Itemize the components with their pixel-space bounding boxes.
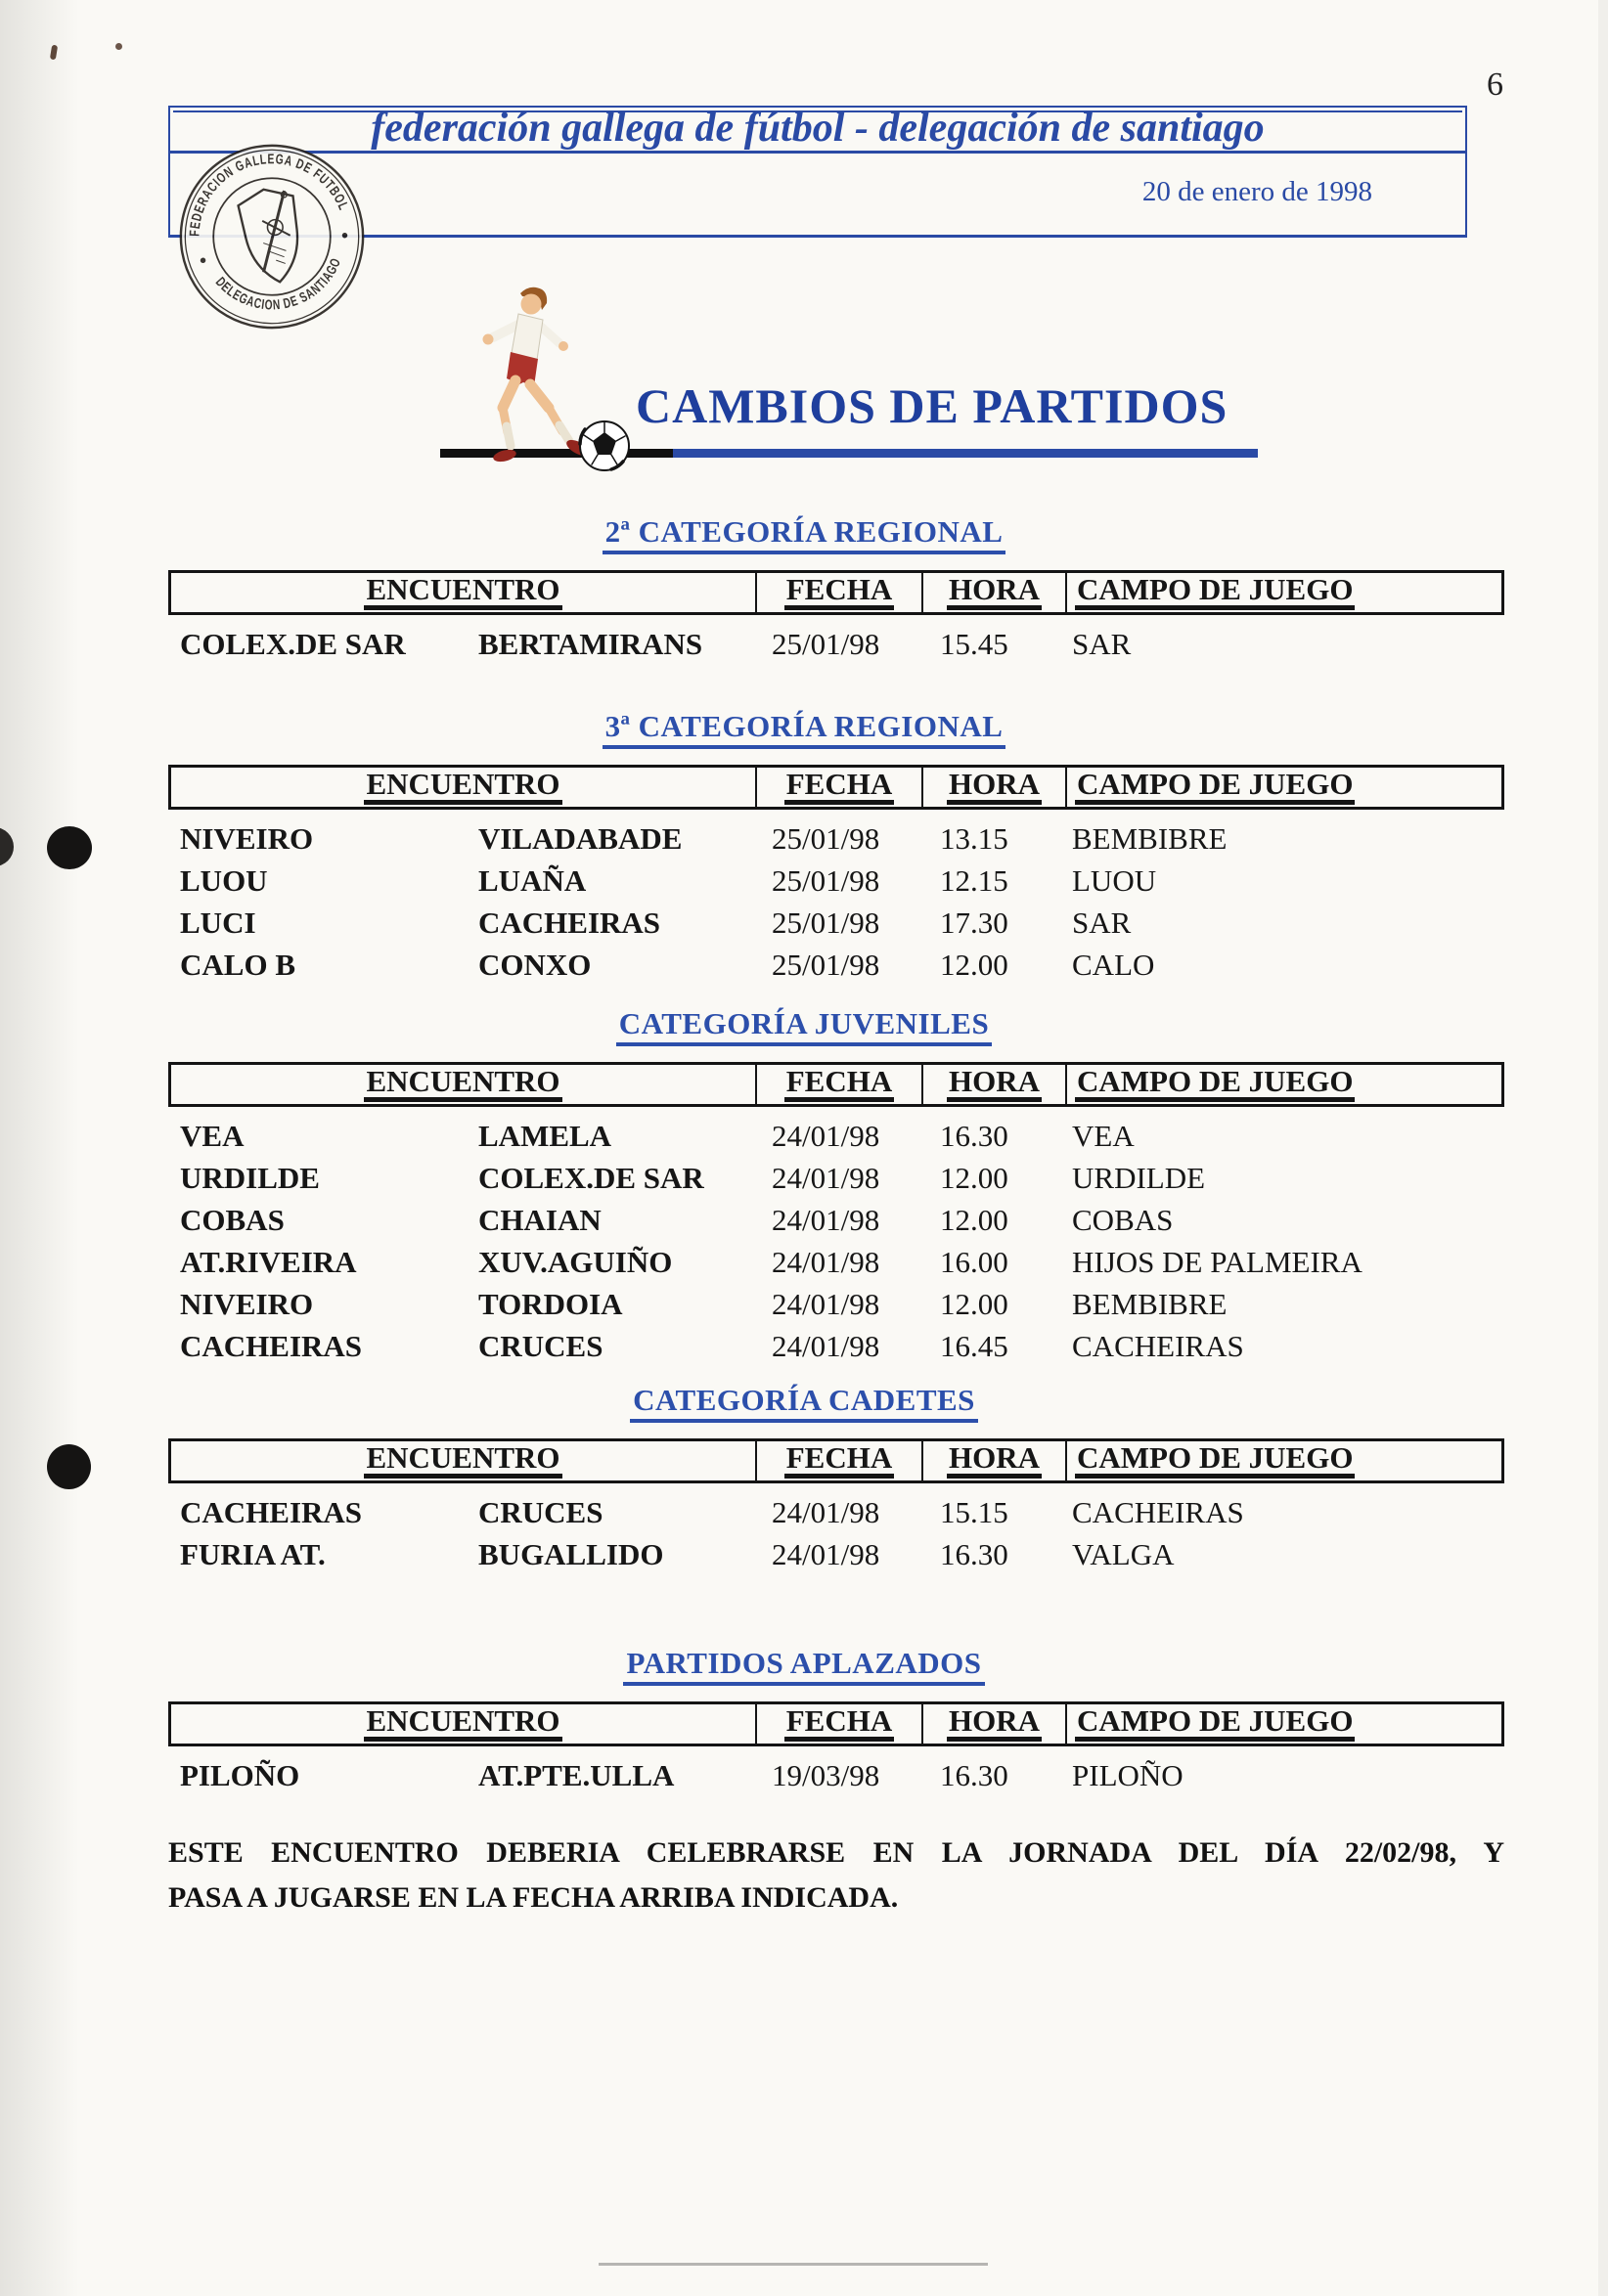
match-time: 16.30 [940,1118,1008,1153]
org-title: federación gallega de fútbol - delegación de santiago [371,106,1265,151]
table-row [168,1241,1504,1283]
match-venue: BEMBIBRE [1072,1286,1228,1321]
home-team: LUCI [180,905,256,940]
match-date: 24/01/98 [772,1202,880,1237]
away-team: CHAIAN [478,1202,602,1237]
column-header-campo: CAMPO DE JUEGO [1065,1441,1501,1480]
match-time: 15.45 [940,626,1008,661]
match-date: 24/01/98 [772,1494,880,1529]
column-header-fecha: FECHA [755,1704,921,1744]
match-time: 15.15 [940,1494,1008,1529]
match-time: 16.00 [940,1244,1008,1279]
away-team: AT.PTE.ULLA [478,1757,675,1792]
away-team: BERTAMIRANS [478,626,703,661]
table-body [168,623,1504,665]
column-header-campo: CAMPO DE JUEGO [1065,573,1501,612]
home-team: NIVEIRO [180,1286,314,1321]
column-header-encuentro: ENCUENTRO [171,1065,755,1104]
column-header-encuentro: ENCUENTRO [171,768,755,807]
home-team: CACHEIRAS [180,1494,363,1529]
table-header [168,765,1504,810]
table-row [168,1533,1504,1575]
soccer-ball-icon [580,421,629,470]
home-team: VEA [180,1118,245,1153]
table-row [168,623,1504,665]
column-header-campo: CAMPO DE JUEGO [1065,1704,1501,1744]
match-time: 16.45 [940,1328,1008,1363]
table-body [168,817,1504,986]
match-venue: CALO [1072,947,1155,982]
column-header-hora: HORA [921,1704,1065,1744]
scan-speck [50,45,58,61]
table-row [168,1157,1504,1199]
sections [0,494,1608,1796]
hole-punch-mark [47,826,92,869]
match-date: 24/01/98 [772,1118,880,1153]
column-header-encuentro: ENCUENTRO [171,1441,755,1480]
header-date: 20 de enero de 1998 [1141,176,1372,207]
section-heading: 3ª CATEGORÍA REGIONAL [603,710,1006,749]
column-header-encuentro: ENCUENTRO [171,1704,755,1744]
match-venue: URDILDE [1072,1160,1206,1195]
match-date: 24/01/98 [772,1328,880,1363]
match-date: 25/01/98 [772,947,880,982]
column-header-fecha: FECHA [755,573,921,612]
seal-ring-bottom-text: DELEGACION DE SANTIAGO [211,252,346,314]
match-venue: VALGA [1072,1536,1175,1571]
section-heading-row [0,1647,1608,1686]
match-section [0,710,1608,986]
away-team: CRUCES [478,1494,603,1529]
match-date: 19/03/98 [772,1757,880,1792]
table-row [168,1283,1504,1325]
column-header-hora: HORA [921,573,1065,612]
table-header [168,1438,1504,1483]
page-title: CAMBIOS DE PARTIDOS [636,378,1228,433]
seal-ring-top-text: FEDERACION GALLEGA DE FUTBOL [187,152,353,237]
away-team: BUGALLIDO [478,1536,664,1571]
column-header-hora: HORA [921,1065,1065,1104]
section-heading: 2ª CATEGORÍA REGIONAL [603,515,1006,554]
match-section [0,515,1608,665]
column-header-hora: HORA [921,1441,1065,1480]
note-paragraph [168,1831,1504,1921]
match-time: 12.00 [940,947,1008,982]
match-time: 13.15 [940,820,1008,856]
match-venue: HIJOS DE PALMEIRA [1072,1244,1362,1279]
column-header-hora: HORA [921,768,1065,807]
table-row [168,944,1504,986]
match-venue: SAR [1072,626,1132,661]
section-heading: PARTIDOS APLAZADOS [623,1647,984,1686]
home-team: URDILDE [180,1160,320,1195]
table-row [168,1491,1504,1533]
table-row [168,1325,1504,1367]
match-venue: CACHEIRAS [1072,1328,1244,1363]
table-row [168,817,1504,860]
match-date: 24/01/98 [772,1536,880,1571]
home-team: LUOU [180,862,268,898]
scan-speck [115,43,122,50]
table-body [168,1754,1504,1796]
match-date: 25/01/98 [772,905,880,940]
federation-seal-stamp-icon [176,141,368,332]
title-underline-blue-segment [673,449,1258,458]
section-heading-row [0,515,1608,554]
table-body [168,1115,1504,1367]
away-team: CONXO [478,947,592,982]
match-date: 25/01/98 [772,626,880,661]
match-venue: VEA [1072,1118,1135,1153]
match-date: 24/01/98 [772,1244,880,1279]
column-header-fecha: FECHA [755,1065,921,1104]
column-header-encuentro: ENCUENTRO [171,573,755,612]
match-venue: COBAS [1072,1202,1174,1237]
section-heading-row [0,1007,1608,1046]
column-header-campo: CAMPO DE JUEGO [1065,1065,1501,1104]
match-time: 12.00 [940,1160,1008,1195]
note-line: ESTE ENCUENTRO DEBERIA CELEBRARSE EN LA JORNADA DEL DÍA 22/02/98, Y [168,1836,1504,1869]
match-time: 12.15 [940,862,1008,898]
table-header [168,570,1504,615]
section-heading-row [0,710,1608,749]
away-team: LAMELA [478,1118,612,1153]
section-heading-row [0,1384,1608,1423]
home-team: CALO B [180,947,295,982]
home-team: NIVEIRO [180,820,314,856]
match-time: 17.30 [940,905,1008,940]
match-venue: PILOÑO [1072,1757,1184,1792]
home-team: FURIA AT. [180,1536,326,1571]
page-number: 6 [1487,66,1503,103]
away-team: TORDOIA [478,1286,623,1321]
match-date: 25/01/98 [772,862,880,898]
match-date: 25/01/98 [772,820,880,856]
away-team: CACHEIRAS [478,905,661,940]
table-header [168,1062,1504,1107]
away-team: COLEX.DE SAR [478,1160,704,1195]
home-team: COLEX.DE SAR [180,626,406,661]
table-header [168,1701,1504,1746]
section-heading: CATEGORÍA JUVENILES [616,1007,992,1046]
hole-punch-mark [47,1444,91,1489]
match-time: 12.00 [940,1286,1008,1321]
away-team: XUV.AGUIÑO [478,1244,673,1279]
away-team: VILADABADE [478,820,683,856]
match-section [0,1007,1608,1367]
away-team: LUAÑA [478,862,587,898]
match-section [0,1647,1608,1796]
match-time: 12.00 [940,1202,1008,1237]
home-team: COBAS [180,1202,285,1237]
match-time: 16.30 [940,1536,1008,1571]
table-row [168,1115,1504,1157]
match-time: 16.30 [940,1757,1008,1792]
table-row [168,860,1504,902]
home-team: CACHEIRAS [180,1328,363,1363]
table-row [168,1754,1504,1796]
note-line: PASA A JUGARSE EN LA FECHA ARRIBA INDICADA. [168,1881,899,1914]
section-heading: CATEGORÍA CADETES [630,1384,978,1423]
match-venue: BEMBIBRE [1072,820,1228,856]
column-header-fecha: FECHA [755,768,921,807]
home-team: AT.RIVEIRA [180,1244,357,1279]
scan-artifact-line [599,2263,988,2266]
away-team: CRUCES [478,1328,603,1363]
soccer-player-icon [428,280,640,479]
table-row [168,1199,1504,1241]
match-venue: LUOU [1072,862,1157,898]
match-date: 24/01/98 [772,1160,880,1195]
match-venue: SAR [1072,905,1132,940]
match-date: 24/01/98 [772,1286,880,1321]
match-section [0,1384,1608,1575]
home-team: PILOÑO [180,1757,300,1792]
table-row [168,902,1504,944]
match-venue: CACHEIRAS [1072,1494,1244,1529]
table-body [168,1491,1504,1575]
column-header-campo: CAMPO DE JUEGO [1065,768,1501,807]
column-header-fecha: FECHA [755,1441,921,1480]
